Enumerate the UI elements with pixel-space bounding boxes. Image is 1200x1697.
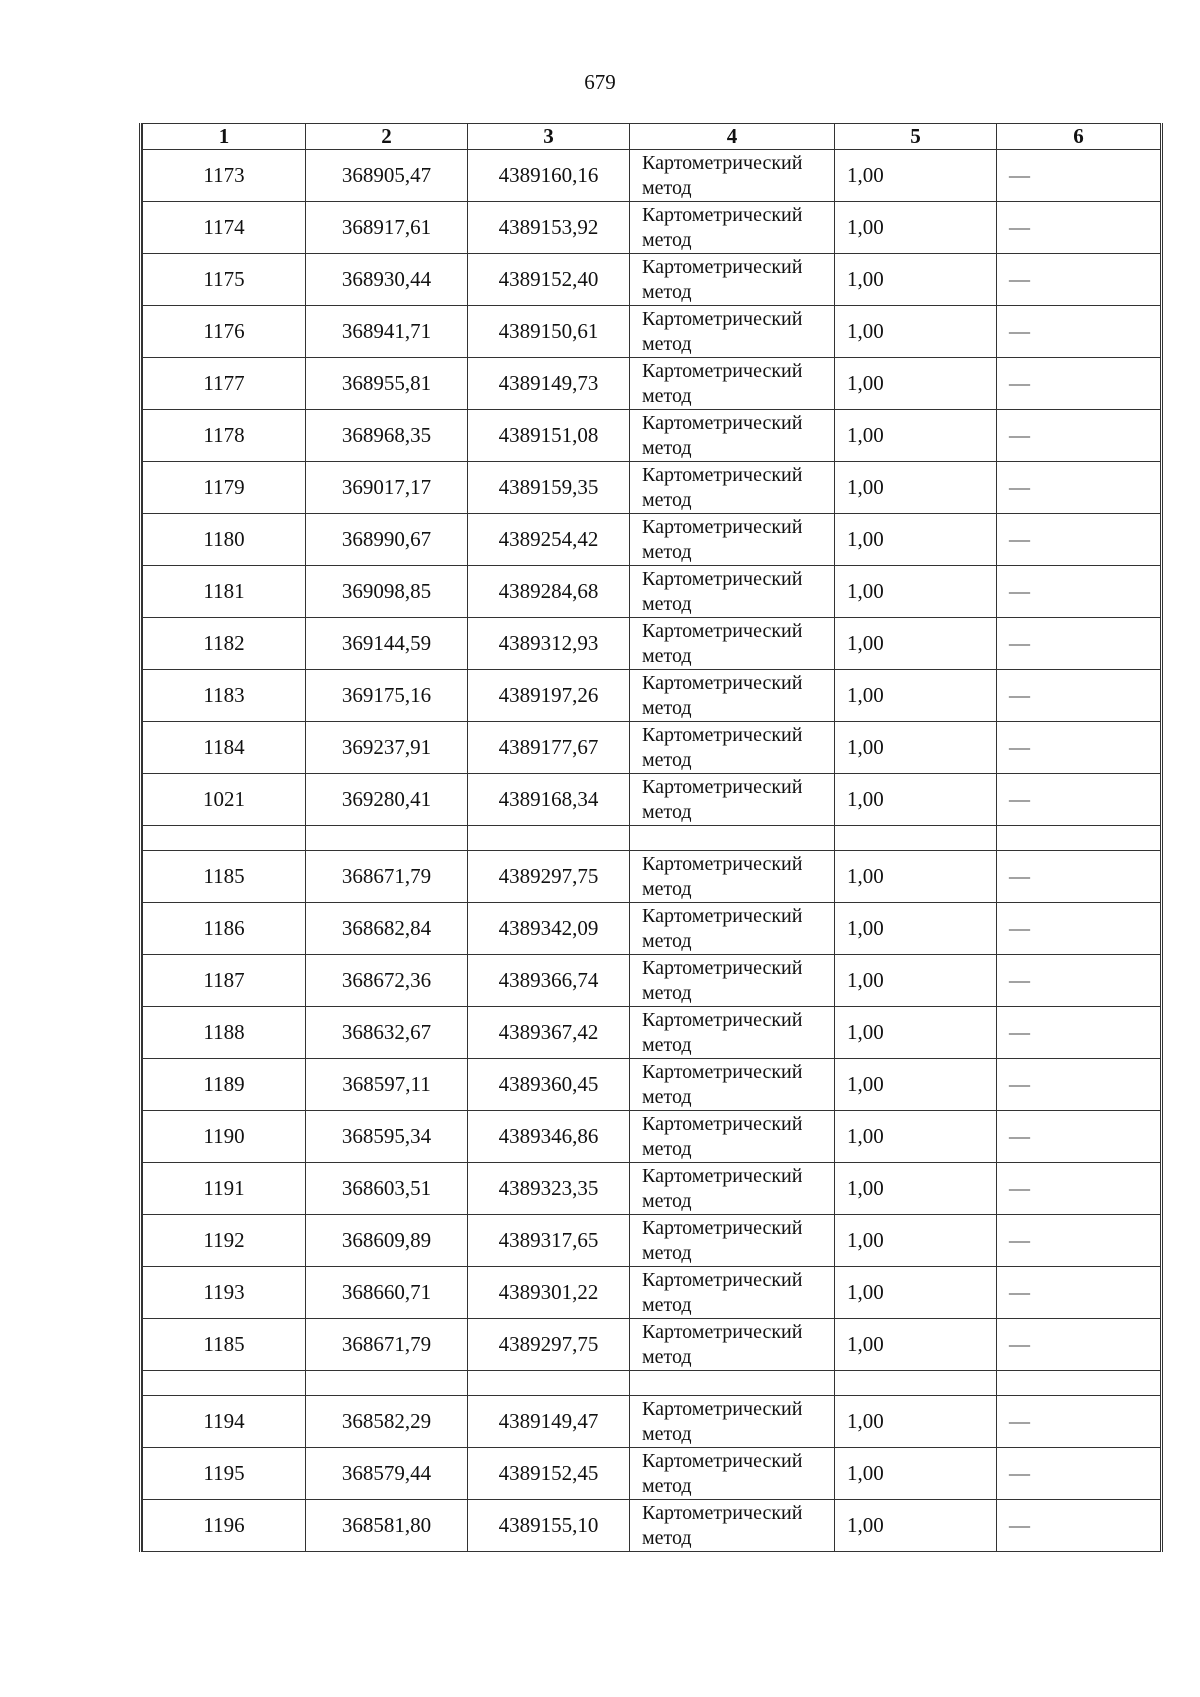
point-number-cell: 1181 xyxy=(143,566,306,618)
x-coordinate-cell: 368955,81 xyxy=(306,358,468,410)
method-label-line-1: Картометрический xyxy=(642,255,803,278)
table-row xyxy=(143,514,1161,566)
method-cell xyxy=(630,410,835,462)
method-cell xyxy=(630,1215,835,1267)
method-label-line-2: метод xyxy=(642,228,692,251)
method-cell xyxy=(630,1396,835,1448)
empty-cell xyxy=(997,826,1161,851)
method-cell xyxy=(630,254,835,306)
table-row xyxy=(143,1319,1161,1371)
method-label-line-2: метод xyxy=(642,1345,692,1368)
method-cell xyxy=(630,903,835,955)
x-coordinate-cell: 368632,67 xyxy=(306,1007,468,1059)
column-header-5: 5 xyxy=(835,124,997,150)
table-row xyxy=(143,722,1161,774)
table-row xyxy=(143,462,1161,514)
method-label-line-2: метод xyxy=(642,1293,692,1316)
empty-cell xyxy=(630,1371,835,1396)
note-cell: — xyxy=(997,1007,1161,1059)
method-label-line-2: метод xyxy=(642,1241,692,1264)
x-coordinate-cell: 368968,35 xyxy=(306,410,468,462)
method-label-line-2: метод xyxy=(642,488,692,511)
accuracy-cell: 1,00 xyxy=(835,462,997,514)
method-label-line-2: метод xyxy=(642,1137,692,1160)
accuracy-cell: 1,00 xyxy=(835,410,997,462)
method-label-line-2: метод xyxy=(642,384,692,407)
table-row xyxy=(143,254,1161,306)
method-cell xyxy=(630,670,835,722)
table-row xyxy=(143,1007,1161,1059)
method-cell xyxy=(630,1319,835,1371)
column-header-6: 6 xyxy=(997,124,1161,150)
y-coordinate-cell: 4389312,93 xyxy=(468,618,630,670)
x-coordinate-cell: 368672,36 xyxy=(306,955,468,1007)
point-number-cell: 1191 xyxy=(143,1163,306,1215)
column-header-2: 2 xyxy=(306,124,468,150)
table-header-row xyxy=(143,124,1161,150)
point-number-cell: 1184 xyxy=(143,722,306,774)
empty-cell xyxy=(468,1371,630,1396)
y-coordinate-cell: 4389284,68 xyxy=(468,566,630,618)
method-label-line-1: Картометрический xyxy=(642,723,803,746)
y-coordinate-cell: 4389323,35 xyxy=(468,1163,630,1215)
accuracy-cell: 1,00 xyxy=(835,1111,997,1163)
method-label-line-2: метод xyxy=(642,592,692,615)
point-number-cell: 1194 xyxy=(143,1396,306,1448)
x-coordinate-cell: 369237,91 xyxy=(306,722,468,774)
method-label-line-1: Картометрический xyxy=(642,904,803,927)
accuracy-cell: 1,00 xyxy=(835,1448,997,1500)
note-cell: — xyxy=(997,851,1161,903)
accuracy-cell: 1,00 xyxy=(835,1267,997,1319)
point-number-cell: 1182 xyxy=(143,618,306,670)
table-separator-row xyxy=(143,1371,1161,1396)
table-row xyxy=(143,306,1161,358)
accuracy-cell: 1,00 xyxy=(835,1007,997,1059)
y-coordinate-cell: 4389297,75 xyxy=(468,851,630,903)
method-label-line-1: Картометрический xyxy=(642,1060,803,1083)
accuracy-cell: 1,00 xyxy=(835,722,997,774)
accuracy-cell: 1,00 xyxy=(835,618,997,670)
method-label-line-1: Картометрический xyxy=(642,619,803,642)
table-row xyxy=(143,903,1161,955)
point-number-cell: 1193 xyxy=(143,1267,306,1319)
method-label-line-1: Картометрический xyxy=(642,203,803,226)
accuracy-cell: 1,00 xyxy=(835,514,997,566)
method-label-line-2: метод xyxy=(642,1189,692,1212)
point-number-cell: 1189 xyxy=(143,1059,306,1111)
note-cell: — xyxy=(997,1111,1161,1163)
point-number-cell: 1174 xyxy=(143,202,306,254)
method-cell xyxy=(630,566,835,618)
y-coordinate-cell: 4389367,42 xyxy=(468,1007,630,1059)
x-coordinate-cell: 368595,34 xyxy=(306,1111,468,1163)
note-cell: — xyxy=(997,722,1161,774)
method-label-line-1: Картометрический xyxy=(642,463,803,486)
x-coordinate-cell: 368582,29 xyxy=(306,1396,468,1448)
method-label-line-1: Картометрический xyxy=(642,307,803,330)
y-coordinate-cell: 4389149,47 xyxy=(468,1396,630,1448)
table-row xyxy=(143,358,1161,410)
accuracy-cell: 1,00 xyxy=(835,358,997,410)
coordinates-table-container xyxy=(139,123,1163,1552)
table-row xyxy=(143,150,1161,202)
y-coordinate-cell: 4389301,22 xyxy=(468,1267,630,1319)
note-cell: — xyxy=(997,150,1161,202)
accuracy-cell: 1,00 xyxy=(835,254,997,306)
method-label-line-1: Картометрический xyxy=(642,1268,803,1291)
table-row xyxy=(143,410,1161,462)
accuracy-cell: 1,00 xyxy=(835,1500,997,1552)
x-coordinate-cell: 368682,84 xyxy=(306,903,468,955)
note-cell: — xyxy=(997,1163,1161,1215)
y-coordinate-cell: 4389150,61 xyxy=(468,306,630,358)
method-cell xyxy=(630,462,835,514)
point-number-cell: 1188 xyxy=(143,1007,306,1059)
accuracy-cell: 1,00 xyxy=(835,306,997,358)
accuracy-cell: 1,00 xyxy=(835,903,997,955)
method-label-line-1: Картометрический xyxy=(642,852,803,875)
note-cell: — xyxy=(997,955,1161,1007)
method-label-line-1: Картометрический xyxy=(642,1449,803,1472)
table-row xyxy=(143,774,1161,826)
x-coordinate-cell: 368660,71 xyxy=(306,1267,468,1319)
method-label-line-2: метод xyxy=(642,981,692,1004)
empty-cell xyxy=(143,826,306,851)
note-cell: — xyxy=(997,618,1161,670)
y-coordinate-cell: 4389317,65 xyxy=(468,1215,630,1267)
y-coordinate-cell: 4389342,09 xyxy=(468,903,630,955)
point-number-cell: 1185 xyxy=(143,851,306,903)
x-coordinate-cell: 368990,67 xyxy=(306,514,468,566)
y-coordinate-cell: 4389160,16 xyxy=(468,150,630,202)
method-label-line-1: Картометрический xyxy=(642,1320,803,1343)
method-label-line-2: метод xyxy=(642,1422,692,1445)
note-cell: — xyxy=(997,254,1161,306)
y-coordinate-cell: 4389254,42 xyxy=(468,514,630,566)
table-row xyxy=(143,1111,1161,1163)
method-cell xyxy=(630,1267,835,1319)
x-coordinate-cell: 368905,47 xyxy=(306,150,468,202)
method-cell xyxy=(630,306,835,358)
note-cell: — xyxy=(997,1059,1161,1111)
method-label-line-2: метод xyxy=(642,176,692,199)
x-coordinate-cell: 368671,79 xyxy=(306,1319,468,1371)
coordinates-table xyxy=(142,123,1161,1552)
method-cell xyxy=(630,1111,835,1163)
x-coordinate-cell: 369144,59 xyxy=(306,618,468,670)
note-cell: — xyxy=(997,1319,1161,1371)
accuracy-cell: 1,00 xyxy=(835,774,997,826)
method-cell xyxy=(630,514,835,566)
accuracy-cell: 1,00 xyxy=(835,955,997,1007)
point-number-cell: 1179 xyxy=(143,462,306,514)
table-row xyxy=(143,955,1161,1007)
point-number-cell: 1021 xyxy=(143,774,306,826)
point-number-cell: 1173 xyxy=(143,150,306,202)
method-label-line-1: Картометрический xyxy=(642,567,803,590)
x-coordinate-cell: 369175,16 xyxy=(306,670,468,722)
point-number-cell: 1175 xyxy=(143,254,306,306)
x-coordinate-cell: 368671,79 xyxy=(306,851,468,903)
x-coordinate-cell: 368930,44 xyxy=(306,254,468,306)
column-header-3: 3 xyxy=(468,124,630,150)
note-cell: — xyxy=(997,566,1161,618)
method-label-line-2: метод xyxy=(642,800,692,823)
point-number-cell: 1178 xyxy=(143,410,306,462)
method-label-line-1: Картометрический xyxy=(642,411,803,434)
method-label-line-1: Картометрический xyxy=(642,359,803,382)
y-coordinate-cell: 4389346,86 xyxy=(468,1111,630,1163)
table-row xyxy=(143,1215,1161,1267)
y-coordinate-cell: 4389177,67 xyxy=(468,722,630,774)
empty-cell xyxy=(143,1371,306,1396)
point-number-cell: 1177 xyxy=(143,358,306,410)
method-label-line-2: метод xyxy=(642,1474,692,1497)
empty-cell xyxy=(630,826,835,851)
column-header-1: 1 xyxy=(143,124,306,150)
point-number-cell: 1183 xyxy=(143,670,306,722)
page-number: 679 xyxy=(584,70,616,94)
empty-cell xyxy=(306,1371,468,1396)
empty-cell xyxy=(997,1371,1161,1396)
x-coordinate-cell: 369017,17 xyxy=(306,462,468,514)
point-number-cell: 1185 xyxy=(143,1319,306,1371)
point-number-cell: 1186 xyxy=(143,903,306,955)
accuracy-cell: 1,00 xyxy=(835,566,997,618)
method-label-line-1: Картометрический xyxy=(642,775,803,798)
method-label-line-2: метод xyxy=(642,929,692,952)
empty-cell xyxy=(306,826,468,851)
x-coordinate-cell: 368603,51 xyxy=(306,1163,468,1215)
method-label-line-1: Картометрический xyxy=(642,1164,803,1187)
accuracy-cell: 1,00 xyxy=(835,670,997,722)
table-row xyxy=(143,1448,1161,1500)
x-coordinate-cell: 368609,89 xyxy=(306,1215,468,1267)
method-label-line-2: метод xyxy=(642,540,692,563)
method-cell xyxy=(630,1448,835,1500)
method-label-line-1: Картометрический xyxy=(642,1008,803,1031)
method-label-line-2: метод xyxy=(642,644,692,667)
table-row xyxy=(143,670,1161,722)
empty-cell xyxy=(835,1371,997,1396)
accuracy-cell: 1,00 xyxy=(835,1059,997,1111)
note-cell: — xyxy=(997,306,1161,358)
method-label-line-2: метод xyxy=(642,696,692,719)
empty-cell xyxy=(835,826,997,851)
method-label-line-2: метод xyxy=(642,748,692,771)
note-cell: — xyxy=(997,1448,1161,1500)
y-coordinate-cell: 4389168,34 xyxy=(468,774,630,826)
table-row xyxy=(143,1059,1161,1111)
note-cell: — xyxy=(997,1267,1161,1319)
method-label-line-1: Картометрический xyxy=(642,956,803,979)
point-number-cell: 1195 xyxy=(143,1448,306,1500)
table-row xyxy=(143,1163,1161,1215)
method-cell xyxy=(630,202,835,254)
note-cell: — xyxy=(997,903,1161,955)
y-coordinate-cell: 4389297,75 xyxy=(468,1319,630,1371)
y-coordinate-cell: 4389149,73 xyxy=(468,358,630,410)
method-label-line-1: Картометрический xyxy=(642,515,803,538)
table-row xyxy=(143,1500,1161,1552)
y-coordinate-cell: 4389152,45 xyxy=(468,1448,630,1500)
table-separator-row xyxy=(143,826,1161,851)
table-body xyxy=(143,150,1161,1552)
note-cell: — xyxy=(997,358,1161,410)
note-cell: — xyxy=(997,1500,1161,1552)
x-coordinate-cell: 369280,41 xyxy=(306,774,468,826)
point-number-cell: 1190 xyxy=(143,1111,306,1163)
accuracy-cell: 1,00 xyxy=(835,851,997,903)
method-label-line-2: метод xyxy=(642,436,692,459)
accuracy-cell: 1,00 xyxy=(835,150,997,202)
point-number-cell: 1196 xyxy=(143,1500,306,1552)
method-cell xyxy=(630,722,835,774)
method-label-line-1: Картометрический xyxy=(642,151,803,174)
y-coordinate-cell: 4389153,92 xyxy=(468,202,630,254)
method-label-line-2: метод xyxy=(642,280,692,303)
point-number-cell: 1180 xyxy=(143,514,306,566)
table-row xyxy=(143,618,1161,670)
method-cell xyxy=(630,358,835,410)
accuracy-cell: 1,00 xyxy=(835,1163,997,1215)
method-label-line-2: метод xyxy=(642,1526,692,1549)
y-coordinate-cell: 4389197,26 xyxy=(468,670,630,722)
point-number-cell: 1176 xyxy=(143,306,306,358)
point-number-cell: 1187 xyxy=(143,955,306,1007)
method-cell xyxy=(630,618,835,670)
accuracy-cell: 1,00 xyxy=(835,202,997,254)
table-row xyxy=(143,1396,1161,1448)
method-cell xyxy=(630,851,835,903)
point-number-cell: 1192 xyxy=(143,1215,306,1267)
y-coordinate-cell: 4389152,40 xyxy=(468,254,630,306)
note-cell: — xyxy=(997,670,1161,722)
table-row xyxy=(143,566,1161,618)
note-cell: — xyxy=(997,410,1161,462)
y-coordinate-cell: 4389155,10 xyxy=(468,1500,630,1552)
method-cell xyxy=(630,955,835,1007)
method-label-line-1: Картометрический xyxy=(642,1501,803,1524)
method-cell xyxy=(630,1163,835,1215)
y-coordinate-cell: 4389366,74 xyxy=(468,955,630,1007)
note-cell: — xyxy=(997,774,1161,826)
method-label-line-1: Картометрический xyxy=(642,1216,803,1239)
method-label-line-1: Картометрический xyxy=(642,1112,803,1135)
accuracy-cell: 1,00 xyxy=(835,1319,997,1371)
note-cell: — xyxy=(997,514,1161,566)
accuracy-cell: 1,00 xyxy=(835,1215,997,1267)
method-cell xyxy=(630,150,835,202)
column-header-4: 4 xyxy=(630,124,835,150)
method-label-line-1: Картометрический xyxy=(642,671,803,694)
table-row xyxy=(143,851,1161,903)
table-row xyxy=(143,202,1161,254)
note-cell: — xyxy=(997,202,1161,254)
x-coordinate-cell: 369098,85 xyxy=(306,566,468,618)
method-label-line-1: Картометрический xyxy=(642,1397,803,1420)
y-coordinate-cell: 4389151,08 xyxy=(468,410,630,462)
method-cell xyxy=(630,1500,835,1552)
x-coordinate-cell: 368917,61 xyxy=(306,202,468,254)
x-coordinate-cell: 368941,71 xyxy=(306,306,468,358)
method-cell xyxy=(630,774,835,826)
method-cell xyxy=(630,1059,835,1111)
y-coordinate-cell: 4389159,35 xyxy=(468,462,630,514)
empty-cell xyxy=(468,826,630,851)
note-cell: — xyxy=(997,1215,1161,1267)
x-coordinate-cell: 368579,44 xyxy=(306,1448,468,1500)
x-coordinate-cell: 368597,11 xyxy=(306,1059,468,1111)
x-coordinate-cell: 368581,80 xyxy=(306,1500,468,1552)
method-cell xyxy=(630,1007,835,1059)
method-label-line-2: метод xyxy=(642,332,692,355)
y-coordinate-cell: 4389360,45 xyxy=(468,1059,630,1111)
table-row xyxy=(143,1267,1161,1319)
method-label-line-2: метод xyxy=(642,1033,692,1056)
note-cell: — xyxy=(997,1396,1161,1448)
accuracy-cell: 1,00 xyxy=(835,1396,997,1448)
method-label-line-2: метод xyxy=(642,1085,692,1108)
note-cell: — xyxy=(997,462,1161,514)
method-label-line-2: метод xyxy=(642,877,692,900)
